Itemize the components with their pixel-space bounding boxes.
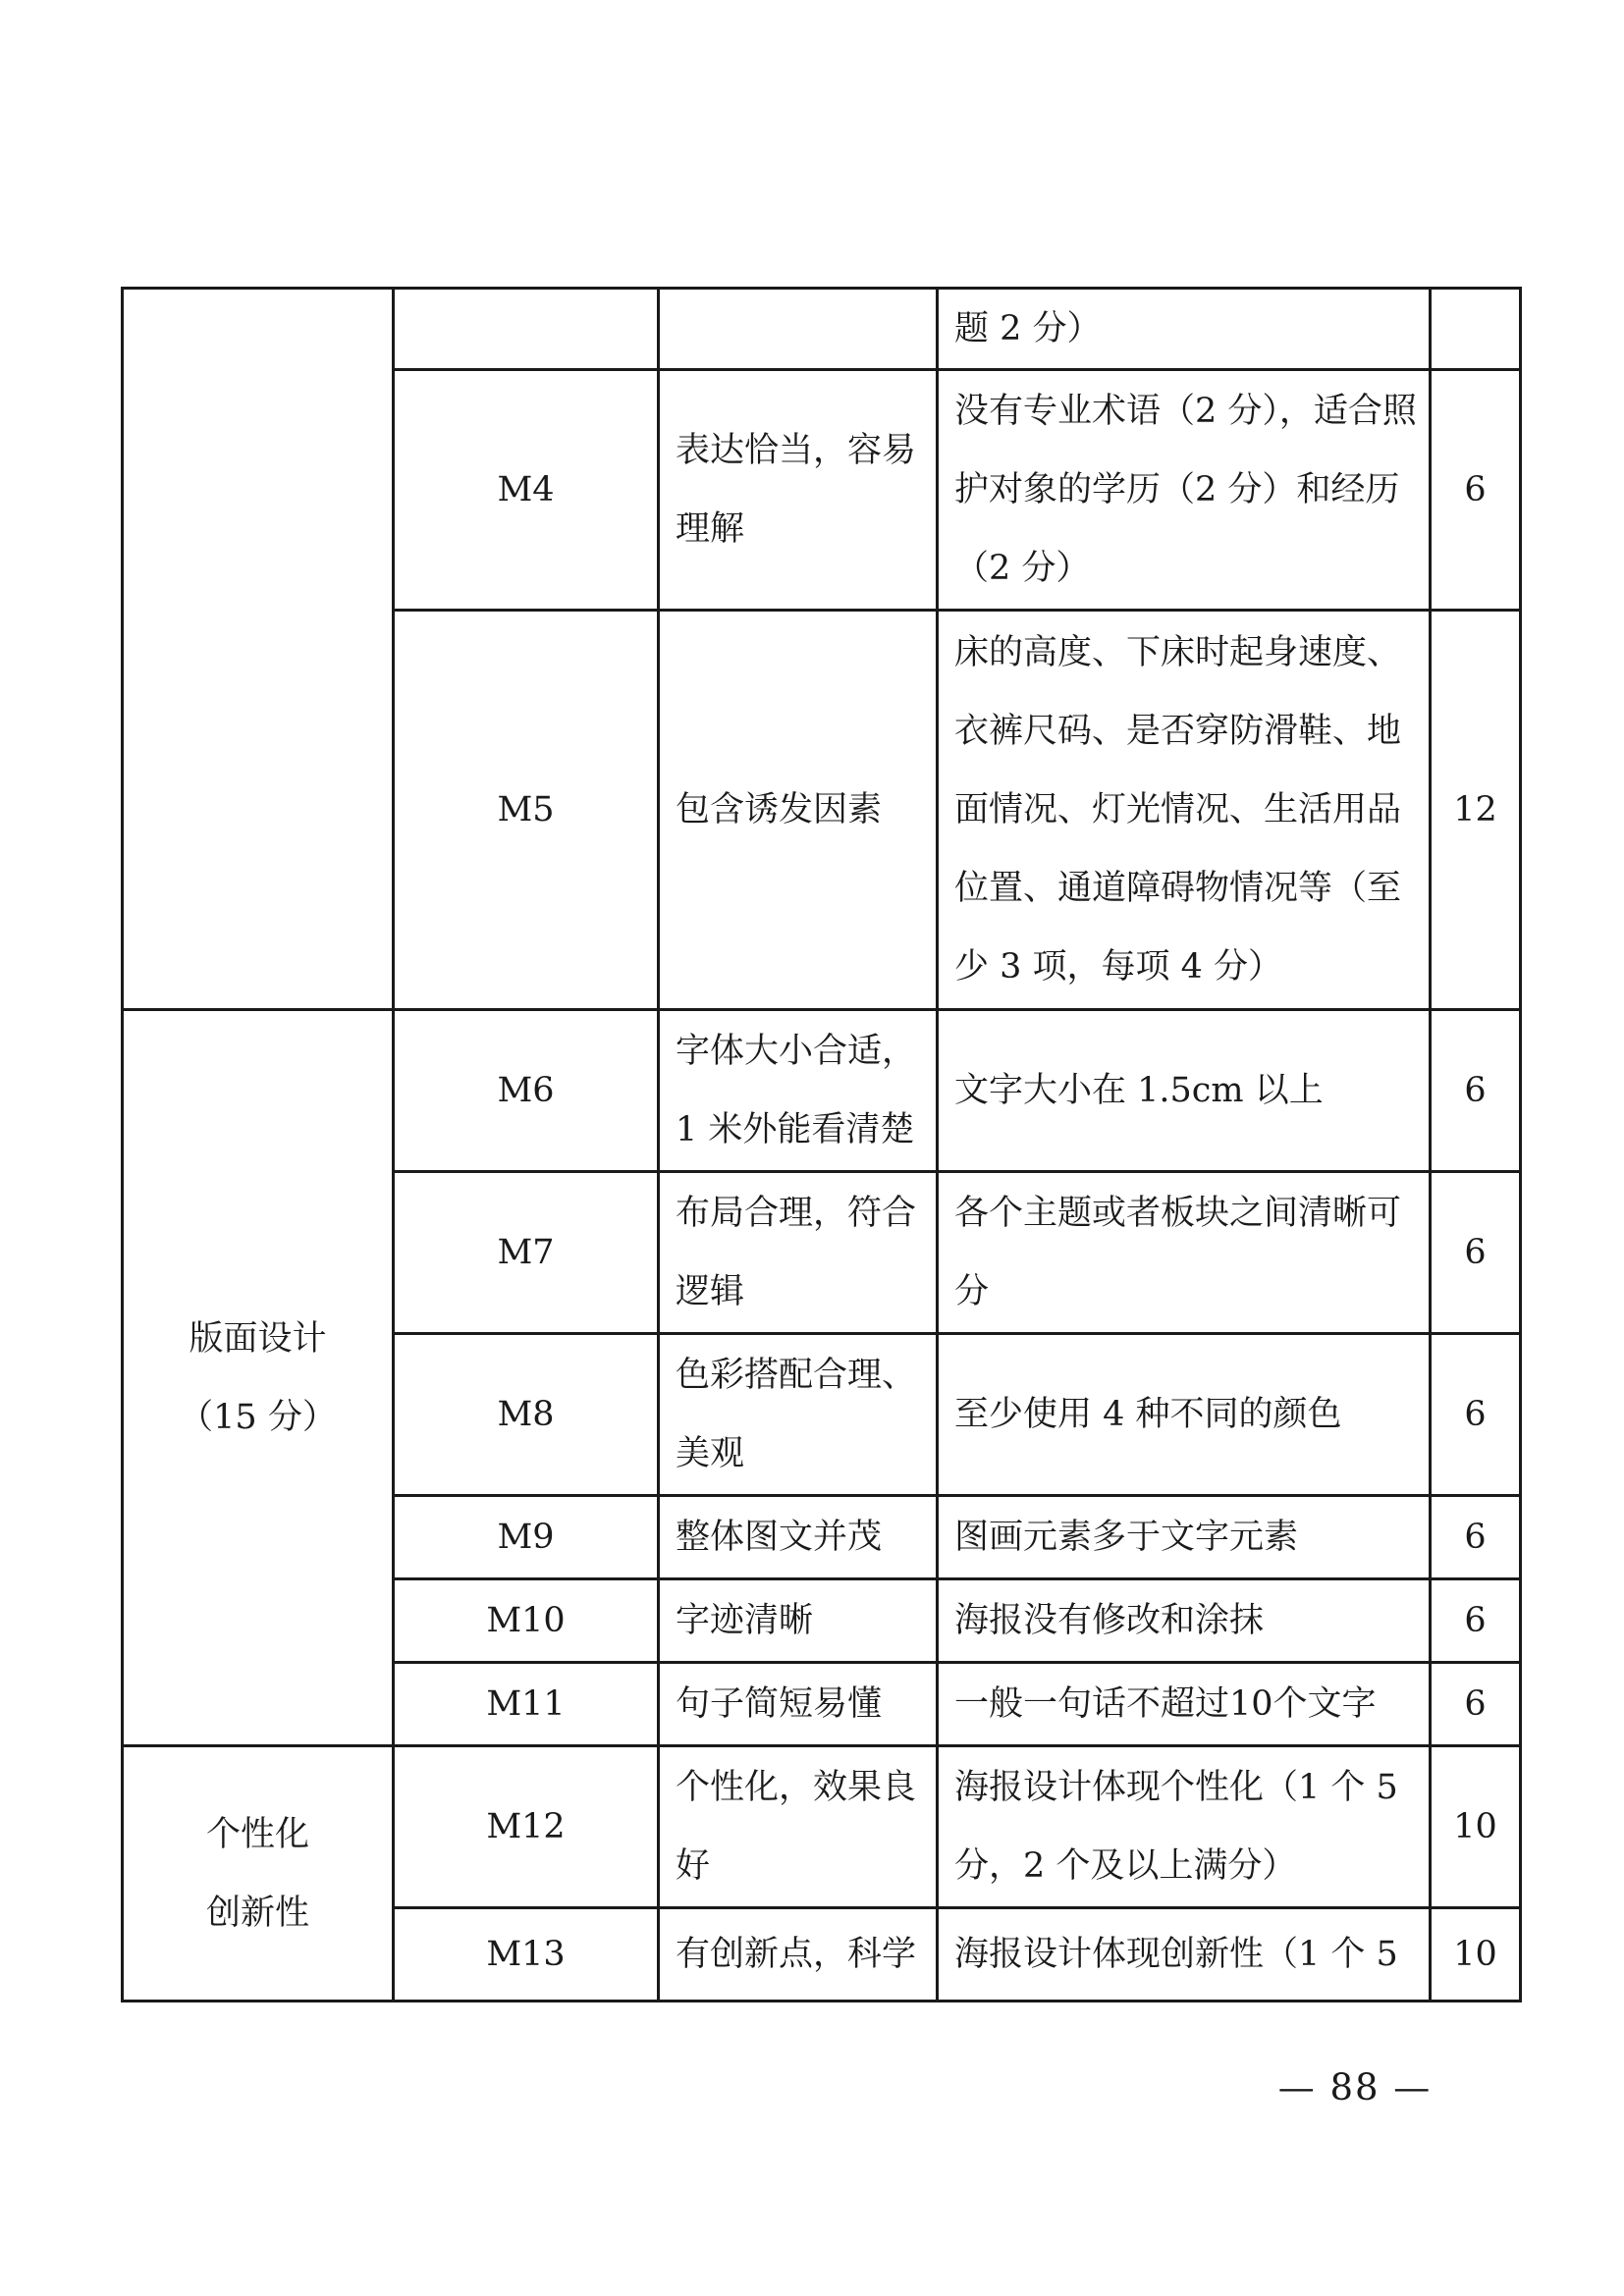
item-description: 整体图文并茂 bbox=[659, 1496, 938, 1579]
item-code: M8 bbox=[394, 1334, 659, 1496]
item-description: 个性化，效果良好 bbox=[659, 1746, 938, 1908]
item-detail: 海报没有修改和涂抹 bbox=[938, 1579, 1431, 1663]
item-code: M12 bbox=[394, 1746, 659, 1908]
item-score: 6 bbox=[1431, 1496, 1521, 1579]
page-number: — 88 — bbox=[1277, 2066, 1433, 2109]
item-code: M10 bbox=[394, 1579, 659, 1663]
item-code: M6 bbox=[394, 1010, 659, 1172]
item-detail: 床的高度、下床时起身速度、衣裤尺码、是否穿防滑鞋、地面情况、灯光情况、生活用品位置、通道障碍物情况等（至少 3 项，每项 4 分） bbox=[938, 611, 1431, 1010]
item-code: M9 bbox=[394, 1496, 659, 1579]
item-detail: 题 2 分） bbox=[938, 289, 1431, 370]
item-detail: 各个主题或者板块之间清晰可分 bbox=[938, 1172, 1431, 1334]
category-score: （15 分） bbox=[179, 1397, 337, 1437]
item-score: 6 bbox=[1431, 1010, 1521, 1172]
category-personalization bbox=[123, 1746, 394, 2002]
item-code: M5 bbox=[394, 611, 659, 1010]
item-code: M11 bbox=[394, 1663, 659, 1746]
item-detail: 至少使用 4 种不同的颜色 bbox=[938, 1334, 1431, 1496]
scoring-criteria-table bbox=[121, 287, 1522, 2002]
category-name: 版面设计 bbox=[189, 1318, 327, 1359]
item-description: 色彩搭配合理、美观 bbox=[659, 1334, 938, 1496]
item-description bbox=[659, 289, 938, 370]
item-score: 12 bbox=[1431, 611, 1521, 1010]
item-score bbox=[1431, 289, 1521, 370]
item-code bbox=[394, 289, 659, 370]
item-detail: 没有专业术语（2 分），适合照护对象的学历（2 分）和经历（2 分） bbox=[938, 370, 1431, 611]
category-cell-continued bbox=[123, 289, 394, 1010]
category-name: 个性化 bbox=[205, 1814, 309, 1854]
item-code: M4 bbox=[394, 370, 659, 611]
item-description: 字体大小合适，1 米外能看清楚 bbox=[659, 1010, 938, 1172]
item-description: 包含诱发因素 bbox=[659, 611, 938, 1010]
item-description: 表达恰当，容易理解 bbox=[659, 370, 938, 611]
item-code: M13 bbox=[394, 1908, 659, 2002]
item-score: 10 bbox=[1431, 1746, 1521, 1908]
item-score: 6 bbox=[1431, 370, 1521, 611]
category-layout-design bbox=[123, 1010, 394, 1746]
category-name-line2: 创新性 bbox=[205, 1893, 309, 1933]
item-description: 布局合理，符合逻辑 bbox=[659, 1172, 938, 1334]
item-detail: 图画元素多于文字元素 bbox=[938, 1496, 1431, 1579]
item-detail: 文字大小在 1.5cm 以上 bbox=[938, 1010, 1431, 1172]
item-description: 有创新点，科学 bbox=[659, 1908, 938, 2002]
item-score: 6 bbox=[1431, 1579, 1521, 1663]
item-detail: 一般一句话不超过10个文字 bbox=[938, 1663, 1431, 1746]
item-detail: 海报设计体现创新性（1 个 5 bbox=[938, 1908, 1431, 2002]
item-score: 6 bbox=[1431, 1334, 1521, 1496]
item-description: 句子简短易懂 bbox=[659, 1663, 938, 1746]
item-score: 10 bbox=[1431, 1908, 1521, 2002]
item-code: M7 bbox=[394, 1172, 659, 1334]
item-score: 6 bbox=[1431, 1172, 1521, 1334]
item-score: 6 bbox=[1431, 1663, 1521, 1746]
item-description: 字迹清晰 bbox=[659, 1579, 938, 1663]
table-row bbox=[123, 289, 1521, 370]
item-detail: 海报设计体现个性化（1 个 5 分，2 个及以上满分） bbox=[938, 1746, 1431, 1908]
table-row bbox=[123, 1010, 1521, 1172]
table-row bbox=[123, 1746, 1521, 1908]
